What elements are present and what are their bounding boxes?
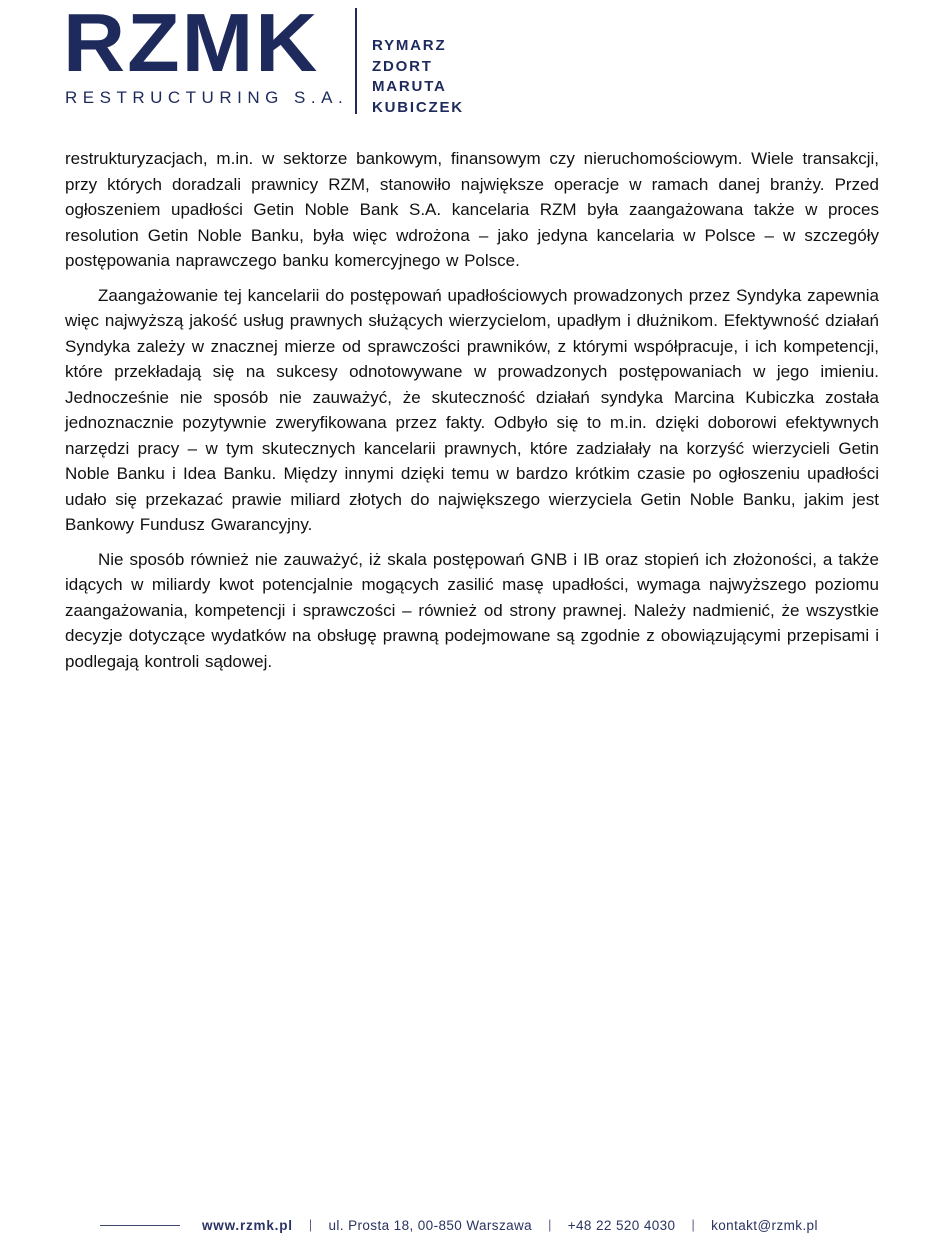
footer-separator: | — [308, 1218, 313, 1232]
paragraph-3: Nie sposób również nie zauważyć, iż skala postępowań GNB i IB oraz stopień ich złożoności, a także idących w miliardy kwot potencjalnie mogących zasilić masę upadłości, wymaga najwyższego poziomu zaangażowania, kompetencji i sprawczości – również od strony prawnej. Należy nadmienić, że wszystkie decyzje dotyczące wydatków na obsługę prawną podejmowane są zgodnie z obowiązującymi przepisami i podlegają kontroli sądowej. — [65, 549, 879, 671]
firm-name — [372, 36, 464, 118]
firm-name-line: RYMARZ — [372, 37, 447, 54]
page-footer — [0, 1210, 942, 1240]
letterhead — [0, 0, 942, 130]
firm-name-line: KUBICZEK — [372, 98, 464, 116]
firm-name-line: ZDORT — [372, 57, 433, 75]
footer-website: www.rzmk.pl — [202, 1217, 293, 1233]
document-body — [65, 146, 879, 683]
footer-separator: | — [691, 1218, 696, 1232]
rzmk-logo: RZMK — [63, 0, 320, 90]
footer-address: ul. Prosta 18, 00-850 Warszawa — [328, 1217, 533, 1233]
paragraph-1: restrukturyzacjach, m.in. w sektorze bankowym, finansowym czy nieruchomościowym. Wiele transakcji, przy których doradzali prawnicy RZM, stanowiło największe operacje w ramach danej branży. Przed ogłoszeniem upadłości Getin Noble Bank S.A. kancelaria RZM była zaangażowana także w proces resolution Getin Noble Banku, była więc wdrożona – jako jedyna kancelaria w Polsce – w szczegóły postępowania naprawczego banku komercyjnego w Polsce. — [65, 149, 879, 270]
footer-separator: | — [548, 1218, 552, 1232]
paragraph-2: Zaangażowanie tej kancelarii do postępowań upadłościowych prowadzonych przez Syndyka zapewnia więc najwyższą jakość usług prawnych służących wierzycielom, upadłym i dłużnikom. Efektywność działań Syndyka zależy w znacznej mierze od sprawczości prawników, z którymi współpracuje, i ich kompetencji, które przekładają się na sukcesy odnotowywane w prowadzonych postępowaniach w jego imieniu. Jednocześnie nie sposób nie zauważyć, że skuteczność działań syndyka Marcina Kubiczka została jednoznacznie pozytywnie zweryfikowana przez fakty. Odbyło się to m.in. dzięki doborowi efektywnych narzędzi pracy – w tym skutecznych kancelarii prawnych, które zadziałały na korzyść wierzycieli Getin Noble Banku i Idea Banku. Między innymi dzięki temu w bardzo krótkim czasie po ogłoszeniu upadłości udało się przekazać prawie miliard złotych do największego wierzyciela Getin Noble Banku, jakim jest Bankowy Fundusz Gwarancyjny. — [65, 285, 879, 534]
footer-phone: +48 22 520 4030 — [567, 1217, 676, 1233]
footer-email: kontakt@rzmk.pl — [711, 1217, 818, 1233]
footer-rule — [100, 1225, 180, 1226]
logo-subtitle: RESTRUCTURING S.A. — [65, 88, 349, 107]
logo-divider — [355, 8, 357, 114]
firm-name-line: MARUTA — [372, 78, 447, 95]
